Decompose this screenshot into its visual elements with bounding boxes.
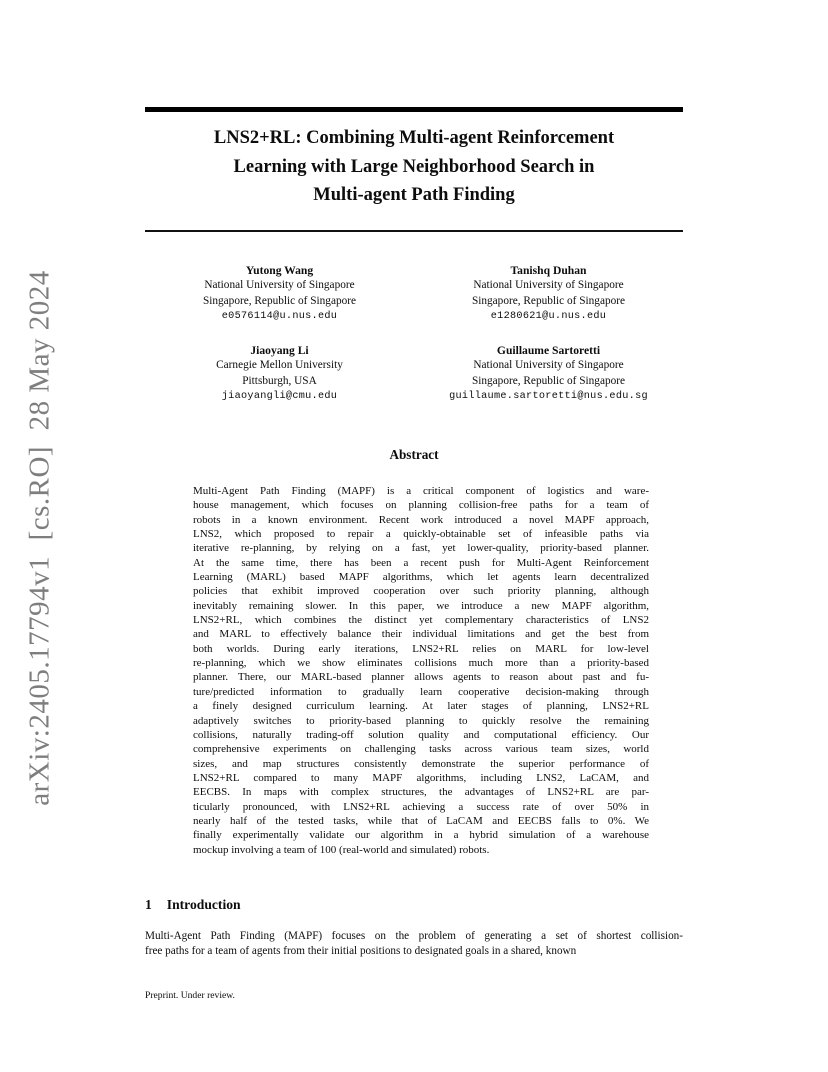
- author-name: Tanishq Duhan: [510, 264, 587, 277]
- author-email: e0576114@u.nus.edu: [221, 310, 338, 322]
- abstract-line: comprehensive experiments on challenging tasks across various team sizes, world: [193, 743, 649, 756]
- section-title: Introduction: [166, 897, 241, 912]
- title-rule-top: [145, 107, 683, 112]
- author-affiliation: Singapore, Republic of Singapore: [471, 374, 626, 387]
- author-affiliation: National University of Singapore: [473, 279, 624, 292]
- author-email: guillaume.sartoretti@nus.edu.sg: [449, 391, 648, 403]
- abstract-line: ticularly pronounced, with LNS2+RL achieving a success rate of over 50% in: [193, 800, 649, 813]
- author-affiliation: Pittsburgh, USA: [242, 374, 317, 387]
- abstract-line: At the same time, there has been a recent push for Multi-Agent Reinforcement: [193, 556, 649, 569]
- abstract-line: planner. There, our MARL-based planner allows agents to reason about past and fu-: [193, 671, 649, 684]
- abstract-heading: Abstract: [389, 447, 439, 462]
- paragraph-line: free paths for a team of agents from their initial positions to designated goals in a shared, known: [145, 945, 577, 958]
- paragraph-line: Multi-Agent Path Finding (MAPF) focuses on the problem of generating a set of shortest collision-: [145, 930, 683, 942]
- section-number: 1: [145, 897, 152, 912]
- author-card: [145, 343, 414, 404]
- abstract-line: EECBS. In maps with complex structures, the advantages of LNS2+RL are par-: [193, 786, 649, 799]
- paper-title-line: LNS2+RL: Combining Multi-agent Reinforcement: [213, 128, 615, 148]
- author-email: jiaoyangli@cmu.edu: [221, 391, 338, 403]
- abstract-line: Multi-Agent Path Finding (MAPF) is a critical component of logistics and ware-: [193, 485, 649, 497]
- abstract-line: robots in a known environment. Recent work introduced a novel MAPF approach,: [193, 513, 649, 526]
- abstract-line: collisions, naturally trading-off solution quality and computational efficiency. Our: [193, 728, 649, 741]
- abstract-line: house management, which focuses on planning collision-free paths for a team of: [193, 499, 649, 512]
- abstract-line: inevitably remaining slower. In this paper, we introduce a new MAPF algorithm,: [193, 599, 649, 612]
- author-affiliation: National University of Singapore: [204, 279, 355, 292]
- paper-title-line: Learning with Large Neighborhood Search in: [233, 156, 595, 177]
- author-card: [145, 263, 414, 324]
- author-affiliation: Carnegie Mellon University: [216, 359, 343, 372]
- abstract-line: nearly half of the tested tasks, while that of LaCAM and EECBS falls to 0%. We: [193, 814, 649, 827]
- abstract-line: and MARL to effectively balance their individual limitations and get the best from: [193, 628, 649, 641]
- abstract-line: Learning (MARL) based MAPF algorithms, which let agents learn decentralized: [193, 571, 649, 584]
- author-email: e1280621@u.nus.edu: [490, 310, 607, 322]
- author-name: Jiaoyang Li: [250, 344, 309, 358]
- abstract-line: re-planning, which we show eliminates collisions much more than a priority-based: [193, 657, 649, 670]
- author-affiliation: Singapore, Republic of Singapore: [202, 294, 357, 307]
- footer-note: Preprint. Under review.: [145, 990, 235, 1001]
- section-heading-introduction: [145, 897, 683, 913]
- author-name: Guillaume Sartoretti: [496, 344, 601, 358]
- arxiv-watermark: arXiv:2405.17794v1 [cs.RO] 28 May 2024: [23, 270, 56, 806]
- abstract-line: a finely designed curriculum learning. At later stages of planning, LNS2+RL: [193, 700, 649, 713]
- author-card: [414, 343, 683, 404]
- abstract-line: mockup involving a team of 100 (real-world and simulated) robots.: [193, 843, 490, 856]
- abstract-line: LNS2+RL, which combines the distinct yet complementary characteristics of LNS2: [193, 614, 649, 627]
- author-affiliation: National University of Singapore: [473, 359, 624, 372]
- paper-title: [145, 124, 683, 210]
- author-block: [145, 263, 683, 404]
- abstract-line: ture/predicted information to gradually learn cooperative decision-making through: [193, 685, 649, 698]
- abstract-line: adaptively switches to priority-based planning to quickly resolve the remaining: [193, 714, 649, 727]
- abstract-line: sizes, and map structures consistently demonstrate the superior performance of: [193, 757, 649, 770]
- abstract-line: LNS2+RL compared to many MAPF algorithms, including LNS2, LaCAM, and: [193, 771, 649, 784]
- abstract-line: policies that exhibit improved cooperation over such priority planning, although: [193, 585, 649, 598]
- abstract-line: finally experimentally validate our algorithm in a hybrid simulation of a warehouse: [193, 829, 649, 842]
- author-affiliation: Singapore, Republic of Singapore: [471, 294, 626, 307]
- author-name: Yutong Wang: [245, 264, 314, 277]
- abstract-line: LNS2, which proposed to repair a quickly-obtainable set of infeasible paths via: [193, 528, 649, 541]
- abstract-text: [193, 484, 649, 857]
- abstract-line: both worlds. During early iterations, LNS2+RL relies on MARL for low-level: [193, 642, 649, 655]
- author-card: [414, 263, 683, 324]
- abstract-line: iterative re-planning, by relying on a fast, yet lower-quality, priority-based planner.: [193, 542, 649, 555]
- paper-title-line: Multi-agent Path Finding: [313, 185, 515, 205]
- introduction-paragraph: [145, 929, 683, 960]
- title-rule-bottom: [145, 230, 683, 232]
